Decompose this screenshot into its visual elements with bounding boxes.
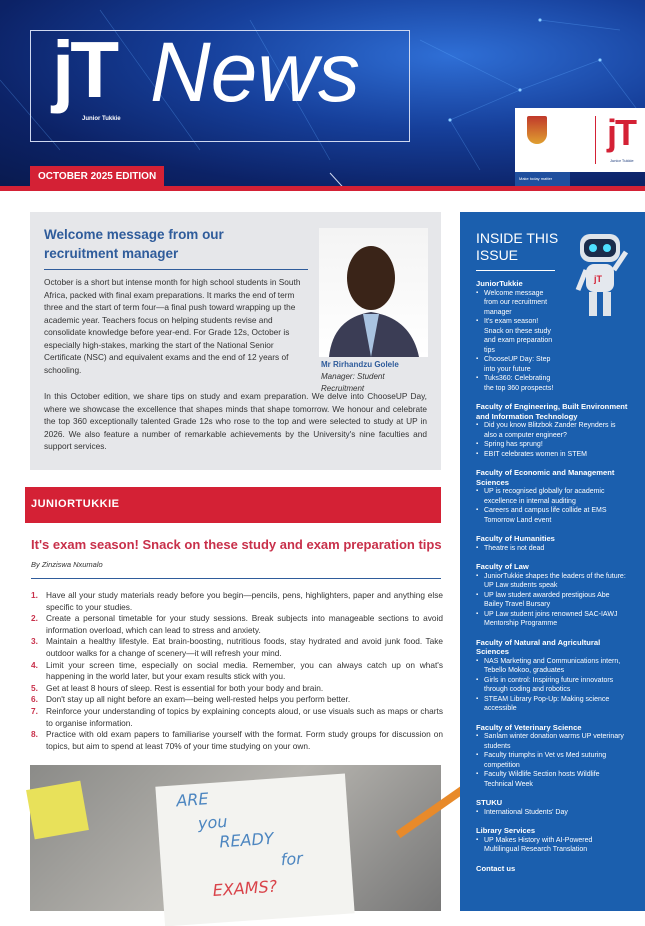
jt-logo-subtitle: Junior Tukkie — [610, 158, 634, 163]
welcome-paragraph-1: October is a short but intense month for high school students in South Africa, packed with final exam preparations. It marks the end of term three and the start of term four—a final push toward wrapping up the academic year. Teachers focus on helping students revise and consolidate knowledge before year-end. For Grade 12s, October is especially high-stakes, marking the start of the National Senior Certificate (NSC) and equivalent exams and the end of 12 years of schooling. — [44, 277, 301, 375]
welcome-paragraph-2: In this October edition, we share tips on study and exam preparation. We delve into ChooseUP Day, where we showcase the excellence that shapes minds that shape tomorrow. We honour and celebrate the top 360 exceptionally talented Grade 12s who rose to the top and were selected to study at UP in 2026. We also feature a number of remarkable achievements by the University's nine faculties and support services. — [44, 391, 427, 451]
sidebar-group-list — [476, 657, 629, 714]
sidebar-group — [476, 826, 629, 855]
sidebar-group — [476, 798, 629, 817]
sidebar-group-list — [476, 487, 629, 525]
image-text: you — [197, 811, 229, 833]
sidebar-group-heading[interactable]: JuniorTukkie — [476, 279, 523, 288]
sidebar-group — [476, 562, 629, 629]
tip-item — [31, 636, 443, 659]
logo-news: News — [150, 25, 361, 119]
sidebar-group-heading[interactable]: Faculty of Engineering, Built Environment and Information Technology — [476, 402, 628, 421]
article-byline: By Zinziswa Nxumalo — [31, 560, 103, 569]
article-title[interactable]: It's exam season! Snack on these study and exam preparation tips — [31, 537, 442, 552]
divider — [31, 578, 441, 579]
sidebar-link[interactable]: ▪ NAS Marketing and Communications intern, Tebello Mokoo, graduates — [476, 657, 629, 676]
manager-photo — [319, 228, 428, 357]
tip-text: Don't stay up all night before an exam—being well-rested helps you perform better. — [46, 694, 351, 705]
tip-number: 8. — [31, 729, 38, 740]
sidebar-group-list — [476, 289, 556, 394]
sidebar-link[interactable]: ▪ Careers and campus life collide at EMS Tomorrow Land event — [476, 506, 629, 525]
divider — [44, 269, 308, 270]
sidebar-group-list — [476, 808, 629, 818]
manager-role: Manager: Student Recruitment — [321, 372, 385, 393]
sidebar-title: INSIDE THIS ISSUE — [476, 230, 559, 263]
sidebar-link[interactable]: ▪ UP Makes History with AI-Powered Multilingual Research Translation — [476, 836, 629, 855]
tip-item — [31, 729, 443, 752]
robot-mascot-icon — [572, 230, 630, 325]
tip-number: 2. — [31, 613, 38, 624]
sidebar-group-list — [476, 421, 629, 459]
sidebar-group-heading[interactable]: Contact us — [476, 863, 516, 873]
tip-text: Limit your screen time, especially on social media. Remember, you can always catch up on what's happening in the world later, but your exam results stick with you. — [46, 659, 443, 682]
tip-text: Have all your study materials ready before you begin—pencils, pens, highlighters, paper and anything else specific to your studies. — [46, 590, 443, 612]
logo-subtitle: Junior Tukkie — [82, 116, 121, 122]
image-text: EXAMS? — [212, 876, 278, 901]
sidebar-link[interactable]: ▪ International Students' Day — [476, 808, 629, 818]
welcome-title: Welcome message from our recruitment manager — [44, 227, 224, 261]
sidebar-link[interactable]: ▪ Welcome message from our recruitment manager — [476, 289, 556, 318]
masthead — [0, 0, 645, 186]
sidebar-group-list — [476, 732, 629, 789]
university-logo — [515, 108, 645, 172]
sidebar-group-heading[interactable]: Faculty of Law — [476, 562, 529, 571]
sidebar-link[interactable]: ▪ UP is recognised globally for academic excellence in internal auditing — [476, 487, 629, 506]
image-text: ARE — [175, 789, 210, 811]
tagline: Make today matter — [515, 172, 570, 186]
tip-text: Get at least 8 hours of sleep. Rest is essential for both your body and brain. — [46, 682, 324, 693]
sidebar-link[interactable]: ▪ Did you know Blitzbok Zander Reynders is also a computer engineer? — [476, 421, 629, 440]
image-text: READY — [218, 828, 275, 852]
tip-number: 3. — [31, 636, 38, 647]
sidebar-group-heading[interactable]: Faculty of Veterinary Science — [476, 722, 582, 732]
robot-badge: jT — [594, 274, 602, 284]
exam-photo — [30, 765, 441, 911]
crest-icon — [527, 116, 547, 144]
exam-note-paper — [155, 774, 354, 926]
tip-text: Maintain a healthy lifestyle. Eat brain-boosting, nutritious foods, stay hydrated and avoid junk food. Take outdoor walks for a change of scenery—it will refresh your mind. — [46, 636, 443, 658]
sidebar-link[interactable]: ▪ It's exam season! Snack on these study and exam preparation tips — [476, 317, 556, 355]
tip-number: 7. — [31, 705, 38, 716]
divider — [476, 270, 555, 271]
tip-number: 5. — [31, 682, 38, 693]
sidebar-link[interactable]: ▪ UP law student awarded prestigious Abe Bailey Travel Bursary — [476, 591, 629, 610]
sidebar-group-heading[interactable]: Faculty of Humanities — [476, 534, 555, 543]
sidebar-group — [476, 864, 629, 874]
sidebar-group — [476, 402, 629, 459]
sidebar-link[interactable]: ▪ Sanlam winter donation warms UP veterinary students — [476, 732, 629, 751]
tip-number: 6. — [31, 694, 38, 705]
sidebar-group-heading[interactable]: Library Services — [476, 826, 536, 835]
manager-name: Mr Rirhandzu Golele — [321, 360, 399, 369]
logo-jt: jT — [52, 25, 116, 114]
sidebar-link[interactable]: ▪ EBIT celebrates women in STEM — [476, 450, 629, 460]
sidebar-group — [476, 723, 629, 790]
tip-item — [31, 694, 443, 706]
sidebar-link[interactable]: ▪ Faculty Wildlife Section hosts Wildlife Technical Week — [476, 770, 629, 789]
sidebar-group — [476, 638, 629, 714]
sidebar-group — [476, 468, 629, 525]
tip-item — [31, 660, 443, 683]
tips-list — [31, 590, 443, 752]
tip-number: 1. — [31, 590, 38, 600]
sidebar-link[interactable]: ▪ UP Law student joins renowned SAC-IAWJ Mentorship Programme — [476, 610, 629, 629]
tip-item — [31, 613, 443, 636]
sidebar-group-heading[interactable]: Faculty of Economic and Management Sciences — [476, 468, 615, 487]
image-text: for — [280, 848, 304, 870]
sidebar-link[interactable]: ▪ Spring has sprung! — [476, 440, 629, 450]
sidebar-group — [476, 534, 629, 553]
sidebar-link[interactable]: ▪ STEAM Library Pop-Up: Making science accessible — [476, 695, 629, 714]
sidebar-link[interactable]: ▪ Theatre is not dead — [476, 544, 629, 554]
sidebar-group-heading[interactable]: Faculty of Natural and Agricultural Sciences — [476, 637, 601, 656]
tip-item — [31, 683, 443, 695]
sidebar-group-list — [476, 544, 629, 554]
tip-number: 4. — [31, 659, 38, 670]
sidebar-link[interactable]: ▪ Tuks360: Celebrating the top 360 prospects! — [476, 374, 556, 393]
section-header: JUNIORTUKKIE — [25, 487, 441, 523]
edition-badge: OCTOBER 2025 EDITION — [30, 166, 164, 186]
sidebar-link[interactable]: ▪ Girls in control: Inspiring future innovators through coding and robotics — [476, 676, 629, 695]
sidebar-link[interactable]: ▪ JuniorTukkie shapes the leaders of the future: UP Law students speak — [476, 572, 629, 591]
sticky-note — [26, 781, 89, 840]
sidebar-group-list — [476, 836, 629, 855]
tip-item — [31, 590, 443, 613]
tip-item — [31, 706, 443, 729]
sidebar-link[interactable]: ▪ ChooseUP Day: Step into your future — [476, 355, 556, 374]
sidebar-group-list — [476, 572, 629, 629]
tip-text: Practice with old exam papers to familiarise yourself with the format. Form study groups for discussion on topics, but aim to spend at least 70% of your time studying on your own. — [46, 729, 443, 751]
sidebar-link[interactable]: ▪ Faculty triumphs in Vet vs Med suturing competition — [476, 751, 629, 770]
tip-text: Reinforce your understanding of topics by explaining concepts aloud, or use visuals such as maps or charts to organise information. — [46, 705, 443, 728]
sidebar-group-heading[interactable]: STUKU — [476, 798, 503, 807]
tip-text: Create a personal timetable for your study sessions. Break subjects into manageable sections to avoid information overload, which can lead to stress and anxiety. — [46, 613, 443, 635]
jt-logo-red: jT — [607, 112, 635, 153]
welcome-box — [30, 212, 441, 470]
header-divider — [0, 186, 645, 191]
